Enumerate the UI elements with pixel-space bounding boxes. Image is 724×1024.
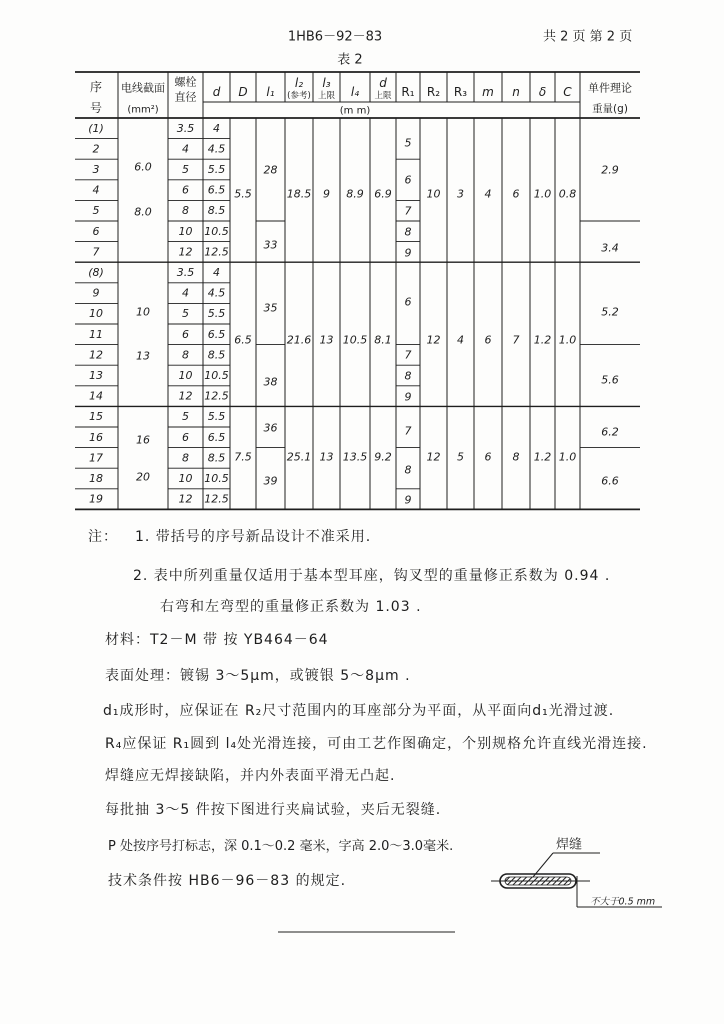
row-number: 4: [92, 183, 100, 197]
bolt-diameter-value: 6: [182, 327, 189, 341]
dim-l4-value: 13.5: [342, 450, 368, 464]
bolt-diameter-value: 4: [182, 286, 189, 300]
unit-weight-value: 2.9: [601, 163, 619, 177]
wire-section-value: 13: [136, 349, 150, 363]
bolt-diameter-value: 4: [182, 142, 189, 156]
hole-d-value: 10.5: [204, 224, 229, 238]
hole-d-value: 8.5: [207, 348, 226, 362]
unit-weight-value: 6.6: [601, 474, 619, 488]
row-number: 6: [92, 224, 100, 238]
dim-r2-value: 12: [426, 333, 441, 347]
hole-d-value: 5.5: [207, 410, 226, 424]
bolt-diameter-value: 10: [178, 369, 193, 382]
flattened-tube-section: [505, 877, 571, 885]
dim-r1-value: 7: [404, 424, 412, 438]
row-number: 2: [92, 142, 100, 156]
header-r1: R₁: [401, 85, 415, 99]
bolt-diameter-value: 12: [178, 389, 193, 403]
header-l3: l₃: [322, 76, 331, 90]
row-number: 15: [89, 410, 103, 424]
header-dimension-unit: (m m): [339, 105, 371, 117]
dim-r1-value: 9: [404, 390, 412, 404]
dim-l3-value: 13: [319, 333, 334, 347]
dim-l4-value: 8.9: [346, 187, 364, 201]
unit-weight-value: 3.4: [601, 241, 619, 255]
dim-c-value: 0.8: [558, 187, 577, 201]
row-number: 10: [89, 307, 103, 321]
dim-l1-value: 35: [263, 301, 278, 315]
header-bolt-line-2: 直径: [174, 90, 197, 104]
dim-l1-value: 33: [263, 238, 278, 252]
dim-l3-value: 9: [323, 187, 330, 201]
dim-r1-value: 6: [404, 173, 412, 187]
header-wire-section: 电线截面: [121, 81, 165, 95]
bolt-diameter-value: 8: [182, 204, 189, 218]
hole-d-value: 10.5: [204, 472, 229, 485]
requirement-marking: P 处按序号打标志，深 0.1～0.2 毫米，字高 2.0～3.0毫米.: [108, 839, 454, 854]
header-m: m: [482, 85, 494, 99]
dim-r1-value: 9: [404, 493, 412, 507]
hole-d-value: 10.5: [204, 369, 229, 382]
dim-d-limit-value: 8.1: [374, 333, 392, 347]
dim-l4-value: 10.5: [342, 333, 368, 347]
header-l3-note: 上限: [317, 91, 336, 101]
hole-d-value: 4.5: [207, 142, 226, 156]
hole-d-value: 4.5: [207, 286, 226, 300]
header-d: d: [212, 85, 221, 99]
bolt-diameter-value: 6: [182, 430, 189, 444]
wire-section-value: 8.0: [134, 205, 152, 219]
dim-l2-value: 18.5: [286, 187, 312, 201]
header-delta: δ: [538, 85, 547, 99]
dim-d-limit-value: 6.9: [374, 187, 392, 201]
row-number: 3: [92, 163, 100, 176]
row-number: 19: [89, 492, 103, 506]
dim-l2-value: 21.6: [286, 333, 312, 347]
header-d-limit: d: [379, 76, 387, 90]
header-c: C: [563, 85, 572, 99]
dim-l1-value: 28: [263, 163, 278, 177]
dim-r1-value: 7: [404, 348, 412, 362]
bolt-diameter-value: 10: [178, 472, 193, 485]
requirement-r4-transition: R₄应保证 R₁圆到 l₄处光滑连接，可由工艺作图确定，个别规格允许直线光滑连接.: [105, 736, 648, 752]
row-number: 17: [89, 451, 103, 465]
unit-weight-value: 6.2: [601, 425, 619, 439]
table-header: [90, 75, 632, 117]
row-number: 9: [92, 286, 100, 300]
hole-d-value: 5.5: [207, 307, 226, 321]
header-weight-line-1: 单件理论: [588, 81, 632, 95]
dim-n-value: 8: [512, 450, 520, 464]
bolt-diameter-value: 10: [178, 224, 193, 238]
dim-l1-value: 36: [263, 421, 278, 435]
header-wire-unit: (mm²): [127, 104, 159, 116]
technical-conditions: 技术条件按 HB6－96－83 的规定.: [108, 873, 347, 889]
dim-r3-value: 5: [457, 450, 464, 464]
dim-r1-value: 8: [404, 225, 412, 239]
bolt-diameter-value: 6: [182, 183, 189, 197]
bolt-diameter-value: 12: [178, 245, 193, 259]
wire-section-value: 6.0: [134, 160, 152, 174]
dim-l2-value: 25.1: [286, 450, 312, 464]
dim-r1-value: 7: [404, 204, 412, 218]
wire-section-value: 20: [136, 470, 150, 484]
dim-n-value: 6: [512, 187, 520, 201]
hole-d-value: 12.5: [204, 245, 229, 259]
dim-r3-value: 4: [457, 333, 464, 347]
dim-c-value: 1.0: [558, 450, 577, 464]
dim-n-value: 7: [512, 333, 520, 347]
bolt-diameter-value: 3.5: [176, 266, 195, 279]
requirement-weld: 焊缝应无焊接缺陷，并内外表面平滑无凸起.: [105, 768, 396, 784]
dim-r1-value: 9: [404, 246, 412, 260]
bolt-diameter-value: 5: [182, 410, 189, 424]
header-seq-char-2: 号: [89, 101, 103, 115]
header-weight-line-2: 重量(g): [592, 103, 628, 115]
table-grid: [75, 72, 640, 509]
header-l2-note: (参考): [287, 91, 311, 101]
hole-d-value: 4: [213, 121, 220, 135]
dim-outer-d-value: 6.5: [234, 333, 252, 347]
dim-m-value: 6: [484, 333, 492, 347]
wire-section-value: 16: [136, 433, 150, 447]
note-1: 1. 带括号的序号新品设计不准采用.: [135, 529, 372, 545]
hole-d-value: 6.5: [207, 327, 226, 341]
dim-r1-value: 6: [404, 295, 412, 309]
dim-outer-d-value: 7.5: [234, 450, 252, 464]
row-number: 18: [89, 472, 103, 485]
hole-d-value: 5.5: [207, 163, 226, 176]
bolt-diameter-value: 3.5: [176, 121, 195, 135]
hole-d-value: 8.5: [207, 451, 226, 465]
document-number: 1HB6－92－83: [287, 29, 383, 45]
row-number: (8): [88, 266, 104, 279]
notes-label: 注：: [88, 529, 118, 545]
header-seq-char-1: 序: [89, 80, 103, 94]
dim-delta-value: 1.0: [533, 187, 552, 201]
gap-label: 不大于0.5 mm: [590, 896, 656, 908]
row-number: 12: [89, 348, 103, 362]
hole-d-value: 6.5: [207, 183, 226, 197]
row-number: 14: [89, 389, 103, 403]
header-r2: R₂: [426, 85, 441, 99]
dim-r3-value: 3: [457, 187, 464, 201]
weld-label: 焊缝: [556, 837, 583, 853]
bolt-diameter-value: 8: [182, 451, 189, 465]
row-number: 7: [92, 245, 100, 259]
hole-d-value: 12.5: [204, 492, 229, 506]
header-d-limit-note: 上限: [374, 91, 392, 101]
hole-d-value: 8.5: [207, 204, 226, 218]
wire-section-value: 10: [136, 305, 150, 319]
table-title: 表 2: [337, 52, 363, 68]
page-info: 共 2 页 第 2 页: [543, 29, 633, 45]
dim-m-value: 4: [484, 187, 492, 201]
material-spec: 材料：T2－M 带 按 YB464－64: [105, 632, 329, 648]
dim-r1-value: 8: [404, 369, 412, 383]
dim-l3-value: 13: [319, 450, 334, 464]
note-2: 2. 表中所列重量仅适用于基本型耳座，钩叉型的重量修正系数为 0.94 .: [133, 568, 611, 584]
header-bolt-line-1: 螺栓: [174, 75, 197, 89]
note-2-continued: 右弯和左弯型的重量修正系数为 1.03 .: [160, 599, 422, 615]
dim-l1-value: 38: [263, 375, 278, 389]
bolt-diameter-value: 8: [182, 348, 189, 362]
dim-r2-value: 10: [426, 187, 441, 201]
dim-r2-value: 12: [426, 450, 441, 464]
dim-r1-value: 5: [404, 136, 412, 150]
dim-c-value: 1.0: [558, 333, 577, 347]
dim-outer-d-value: 5.5: [234, 187, 252, 201]
dim-m-value: 6: [484, 450, 492, 464]
header-r3: R₃: [453, 85, 468, 99]
hole-d-value: 12.5: [204, 389, 229, 403]
header-outer-d: D: [238, 85, 248, 99]
bolt-diameter-value: 5: [182, 307, 189, 321]
header-l1: l₁: [266, 85, 275, 99]
dim-delta-value: 1.2: [533, 333, 552, 347]
bolt-diameter-value: 12: [178, 492, 193, 506]
surface-treatment: 表面处理：镀锡 3～5μm，或镀银 5～8μm .: [105, 668, 411, 684]
header-n: n: [512, 85, 520, 99]
hole-d-value: 4: [213, 266, 220, 279]
dim-d-limit-value: 9.2: [374, 450, 392, 464]
header-l4: l₄: [350, 85, 360, 99]
dim-delta-value: 1.2: [533, 450, 552, 464]
row-number: (1): [88, 121, 104, 135]
requirement-d1-forming: d₁成形时，应保证在 R₂尺寸范围内的耳座部分为平面，从平面向d₁光滑过渡.: [103, 703, 615, 719]
row-number: 13: [89, 369, 103, 382]
flattening-test-figure: [491, 837, 662, 908]
header-l2: l₂: [294, 76, 304, 90]
row-number: 11: [89, 327, 103, 341]
hole-d-value: 6.5: [207, 430, 226, 444]
dim-l1-value: 39: [263, 474, 278, 488]
row-number: 5: [92, 204, 100, 218]
dim-r1-value: 8: [404, 463, 412, 477]
row-number: 16: [89, 430, 103, 444]
unit-weight-value: 5.2: [601, 305, 619, 319]
unit-weight-value: 5.6: [601, 373, 619, 387]
requirement-sampling: 每批抽 3～5 件按下图进行夹扁试验，夹后无裂缝.: [105, 802, 442, 818]
bolt-diameter-value: 5: [182, 163, 189, 176]
